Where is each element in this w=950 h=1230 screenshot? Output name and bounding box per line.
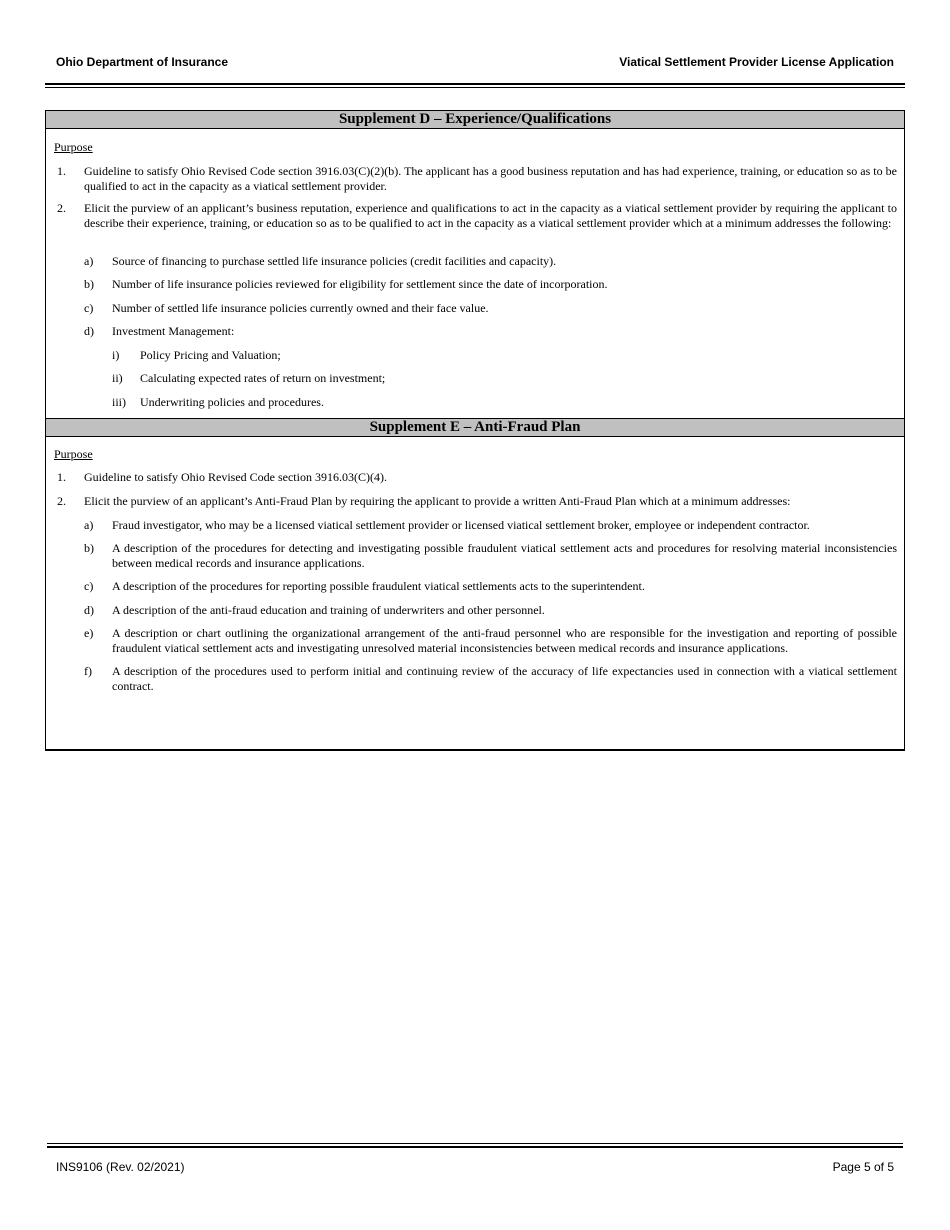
e-item-2-text: Elicit the purview of an applicant’s Anti-Fraud Plan by requiring the applicant to provide a written Anti-Fraud Plan which at a minimum addresses:: [84, 494, 791, 508]
supplement-e-title: Supplement E – Anti-Fraud Plan: [46, 418, 904, 437]
supplement-d-title: Supplement D – Experience/Qualifications: [46, 111, 904, 129]
d-subsub-ii-num: ii): [112, 371, 123, 385]
footer-rule-thin: [47, 1143, 903, 1144]
d-subsub-iii-text: Underwriting policies and procedures.: [140, 395, 324, 409]
header-form-title: Viatical Settlement Provider License Application: [619, 55, 894, 69]
e-sub-d-text: A description of the anti-fraud education and training of underwriters and other personnel.: [112, 603, 545, 617]
d-subsub-iii-num: iii): [112, 395, 126, 409]
d-sub-a-text: Source of financing to purchase settled life insurance policies (credit facilities and capacity).: [112, 254, 557, 268]
e-sub-e-num: e): [84, 626, 94, 640]
d-sub-b-num: b): [84, 277, 94, 291]
e-sub-c-num: c): [84, 579, 94, 593]
d-subsub-i-text: Policy Pricing and Valuation;: [140, 348, 281, 362]
e-sub-e-text: A description or chart outlining the organizational arrangement of the anti-fraud personnel who are responsible for the investigation and reporting of possible fraudulent viatical settlement acts and investigating unresolved material inconsistencies between medical records and insurance applications.: [112, 626, 897, 655]
e-sub-f-text: A description of the procedures used to perform initial and continuing review of the accuracy of life expectancies used in connection with a viatical settlement contract.: [112, 664, 897, 693]
footer-rule: [47, 1146, 903, 1148]
e-item-1-text: Guideline to satisfy Ohio Revised Code section 3916.03(C)(4).: [84, 470, 387, 484]
d-sub-c-text: Number of settled life insurance policies currently owned and their face value.: [112, 301, 489, 315]
supplement-e-purpose-label: Purpose: [54, 447, 93, 461]
e-item-2-num: 2.: [57, 494, 66, 508]
footer-page-number: Page 5 of 5: [832, 1160, 894, 1174]
e-sub-b-text: A description of the procedures for detecting and investigating possible fraudulent viatical settlement acts and procedures for resolving material inconsistencies between medical records and insurance applications.: [112, 541, 897, 570]
footer-form-number: INS9106 (Rev. 02/2021): [56, 1160, 185, 1174]
header-rule: [45, 83, 905, 85]
e-sub-f-num: f): [84, 664, 92, 678]
header-agency: Ohio Department of Insurance: [56, 55, 229, 69]
e-sub-d-num: d): [84, 603, 94, 617]
d-item-1-text: Guideline to satisfy Ohio Revised Code section 3916.03(C)(2)(b). The applicant has a good business reputation and has had experience, training, or education so as to be qualified to act in the capacity as a viatical settlement provider.: [84, 164, 897, 193]
e-sub-b-num: b): [84, 541, 94, 555]
d-sub-d-num: d): [84, 324, 94, 338]
e-sub-a-text: Fraud investigator, who may be a licensed viatical settlement provider or licensed viatical settlement broker, employee or independent contractor.: [112, 518, 810, 532]
page-header: [56, 55, 894, 71]
d-item-2-num: 2.: [57, 201, 66, 215]
d-subsub-i-num: i): [112, 348, 120, 362]
d-sub-d-text: Investment Management:: [112, 324, 235, 338]
e-sub-c-text: A description of the procedures for reporting possible fraudulent viatical settlements acts to the superintendent.: [112, 579, 645, 593]
d-sub-c-num: c): [84, 301, 94, 315]
d-sub-b-text: Number of life insurance policies reviewed for eligibility for settlement since the date of incorporation.: [112, 277, 608, 291]
e-item-1-num: 1.: [57, 470, 66, 484]
d-item-1-num: 1.: [57, 164, 66, 178]
d-sub-a-num: a): [84, 254, 94, 268]
d-subsub-ii-text: Calculating expected rates of return on investment;: [140, 371, 386, 385]
supplement-d-purpose-label: Purpose: [54, 140, 93, 154]
d-item-2-text: Elicit the purview of an applicant’s business reputation, experience and qualifications to act in the capacity as a viatical settlement provider by requiring the applicant to describe their experience, training, or education so as to be qualified to act in the capacity as a viatical settlement provider which at a minimum addresses the following:: [84, 201, 897, 230]
supplements-box: [45, 110, 905, 751]
page-footer: [56, 1160, 894, 1176]
e-sub-a-num: a): [84, 518, 94, 532]
header-rule-thin: [45, 87, 905, 88]
